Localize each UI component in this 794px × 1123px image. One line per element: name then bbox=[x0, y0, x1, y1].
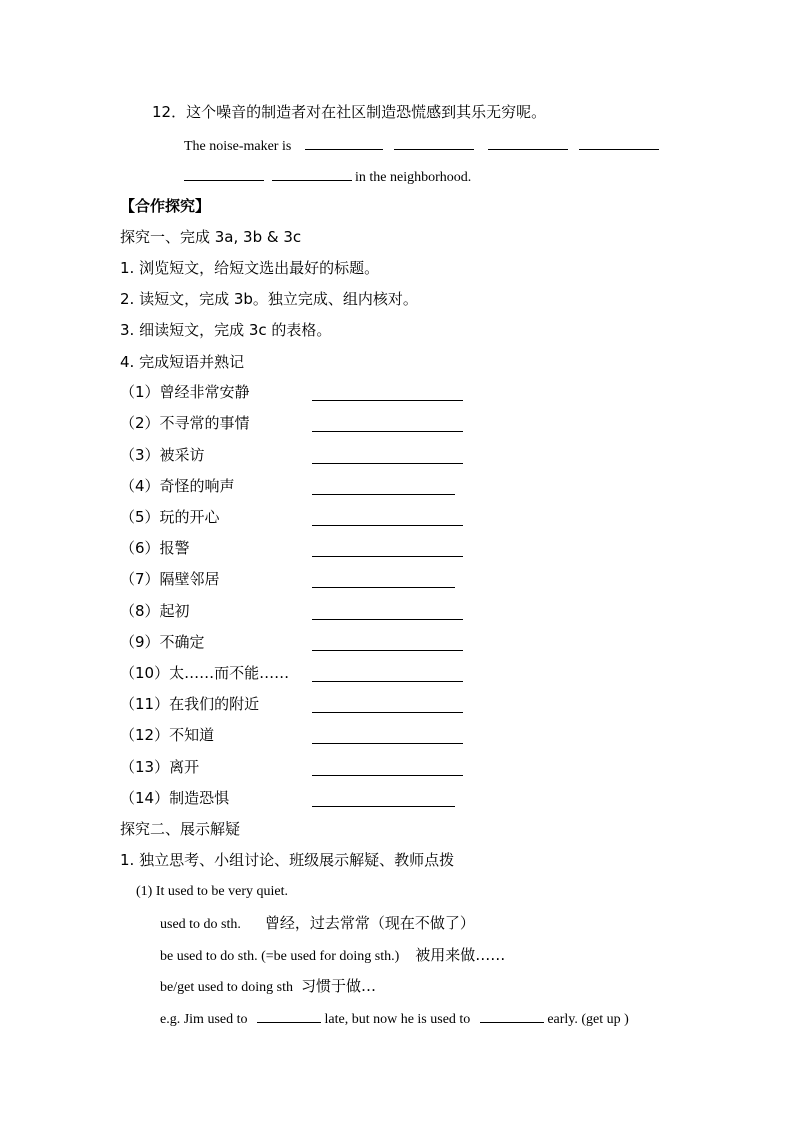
phrase-label: （13）离开 bbox=[120, 758, 200, 776]
phrase-row bbox=[120, 788, 480, 810]
phrase-label: （4）奇怪的响声 bbox=[120, 477, 235, 495]
phrase-label: （3）被采访 bbox=[120, 446, 205, 464]
phrase-label: （11）在我们的附近 bbox=[120, 695, 260, 713]
phrase-row bbox=[120, 445, 480, 467]
question-chinese: 这个噪音的制造者对在社区制造恐慌感到其乐无穷呢。 bbox=[186, 103, 547, 121]
sentence-end: in the neighborhood. bbox=[355, 170, 472, 185]
part2-title: 探究二、展示解疑 bbox=[120, 820, 241, 838]
be-used-to-phrase: be used to do sth. (=be used for doing sth.) bbox=[160, 949, 400, 964]
phrase-label: （2）不寻常的事情 bbox=[120, 414, 250, 432]
phrase-answer-blank[interactable] bbox=[312, 694, 463, 713]
phrase-label: （5）玩的开心 bbox=[120, 508, 220, 526]
phrase-row bbox=[120, 538, 480, 560]
phrase-answer-blank[interactable] bbox=[312, 725, 463, 744]
phrase-label: （6）报警 bbox=[120, 539, 190, 557]
phrase-row bbox=[120, 725, 480, 747]
phrase-answer-blank[interactable] bbox=[312, 788, 455, 807]
phrase-row bbox=[120, 601, 480, 623]
be-used-to-explanation bbox=[160, 945, 505, 967]
answer-blank[interactable] bbox=[394, 135, 474, 150]
phrase-row bbox=[120, 663, 480, 685]
phrase-label: （12）不知道 bbox=[120, 726, 215, 744]
question-number: 12． bbox=[152, 103, 187, 121]
section-title: 【合作探究】 bbox=[120, 197, 211, 215]
phrase-answer-blank[interactable] bbox=[312, 569, 455, 588]
example-part-3: early. (get up ) bbox=[547, 1012, 629, 1027]
get-used-to-meaning: 习惯于做… bbox=[301, 977, 377, 995]
phrase-label: （10）太……而不能…… bbox=[120, 664, 290, 682]
phrase-row bbox=[120, 382, 480, 404]
answer-blank[interactable] bbox=[184, 166, 264, 181]
part1-step-4: 4. 完成短语并熟记 bbox=[120, 353, 245, 371]
phrase-label: （14）制造恐惧 bbox=[120, 789, 230, 807]
phrase-label: （7）隔壁邻居 bbox=[120, 570, 220, 588]
example-answer-blank[interactable] bbox=[480, 1008, 544, 1023]
answer-blank[interactable] bbox=[488, 135, 568, 150]
phrase-label: （9）不确定 bbox=[120, 633, 205, 651]
phrase-answer-blank[interactable] bbox=[312, 538, 463, 557]
phrase-label: （8）起初 bbox=[120, 602, 190, 620]
question-12 bbox=[152, 102, 546, 122]
phrase-row bbox=[120, 476, 480, 498]
get-used-to-explanation bbox=[160, 976, 376, 998]
phrase-answer-blank[interactable] bbox=[312, 382, 463, 401]
get-used-to-phrase: be/get used to doing sth bbox=[160, 980, 293, 995]
phrase-row bbox=[120, 569, 480, 591]
phrase-answer-blank[interactable] bbox=[312, 445, 463, 464]
phrase-answer-blank[interactable] bbox=[312, 601, 463, 620]
used-to-phrase: used to do sth. bbox=[160, 917, 241, 932]
example-part-2: late, but now he is used to bbox=[324, 1012, 471, 1027]
phrase-row bbox=[120, 694, 480, 716]
question-12-english-line2 bbox=[184, 166, 471, 188]
used-to-meaning: 曾经，过去常常（现在不做了） bbox=[264, 914, 475, 932]
part1-title: 探究一、完成 3a, 3b & 3c bbox=[120, 228, 302, 246]
phrase-answer-blank[interactable] bbox=[312, 413, 463, 432]
phrase-answer-blank[interactable] bbox=[312, 507, 463, 526]
answer-blank[interactable] bbox=[579, 135, 659, 150]
phrase-row bbox=[120, 632, 480, 654]
example-answer-blank[interactable] bbox=[257, 1008, 321, 1023]
phrase-answer-blank[interactable] bbox=[312, 663, 463, 682]
example-sentence bbox=[160, 1008, 629, 1030]
sentence-start: The noise-maker is bbox=[184, 139, 292, 154]
part1-step-2: 2. 读短文，完成 3b。独立完成、组内核对。 bbox=[120, 290, 418, 308]
answer-blank[interactable] bbox=[305, 135, 383, 150]
phrase-row bbox=[120, 413, 480, 435]
part1-step-3: 3. 细读短文，完成 3c 的表格。 bbox=[120, 321, 332, 339]
used-to-explanation bbox=[160, 913, 475, 935]
part2-item-1: (1) It used to be very quiet. bbox=[136, 884, 289, 899]
part2-step-1: 1. 独立思考、小组讨论、班级展示解疑、教师点拨 bbox=[120, 851, 455, 869]
phrase-answer-blank[interactable] bbox=[312, 632, 463, 651]
example-part-1: e.g. Jim used to bbox=[160, 1012, 248, 1027]
phrase-label: （1）曾经非常安静 bbox=[120, 383, 250, 401]
phrase-row bbox=[120, 507, 480, 529]
answer-blank[interactable] bbox=[272, 166, 352, 181]
question-12-english-line1 bbox=[184, 135, 659, 157]
be-used-to-meaning: 被用来做…… bbox=[415, 946, 506, 964]
part1-step-1: 1. 浏览短文，给短文选出最好的标题。 bbox=[120, 259, 380, 277]
phrase-answer-blank[interactable] bbox=[312, 757, 463, 776]
phrase-row bbox=[120, 757, 480, 779]
phrase-answer-blank[interactable] bbox=[312, 476, 455, 495]
